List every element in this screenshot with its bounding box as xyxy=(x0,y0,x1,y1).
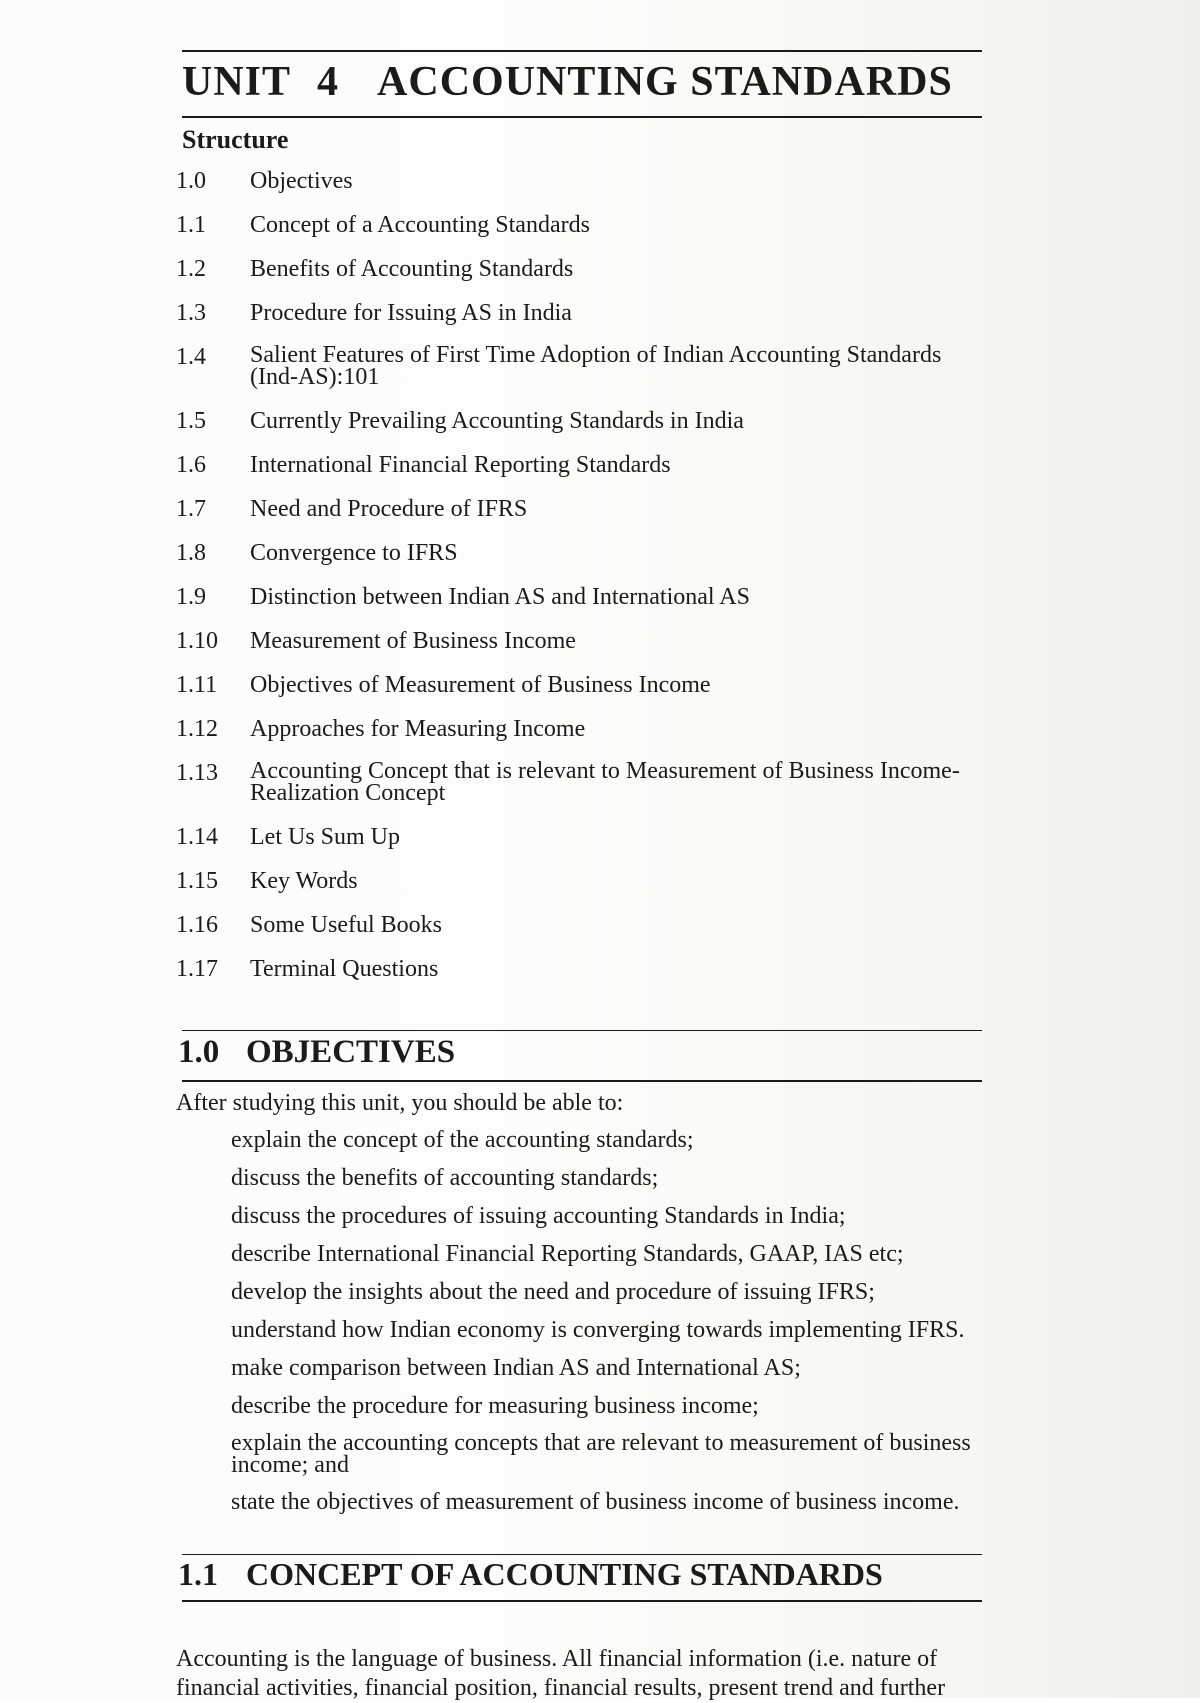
structure-heading: Structure xyxy=(182,125,289,154)
toc-text: Concept of a Accounting Standards xyxy=(250,212,590,238)
toc-text: Measurement of Business Income xyxy=(250,628,576,654)
toc-text: Accounting Concept that is relevant to Measurement of Business Income-Realization Concept xyxy=(250,758,960,806)
top-rule xyxy=(182,50,982,52)
toc-text: Convergence to IFRS xyxy=(250,540,458,566)
objective-item: describe International Financial Reporting Standards, GAAP, IAS etc; xyxy=(231,1241,904,1267)
toc-text: Currently Prevailing Accounting Standards in India xyxy=(250,408,744,434)
toc-text: Key Words xyxy=(250,868,358,894)
toc-number: 1.4 xyxy=(176,344,206,370)
toc-text: International Financial Reporting Standards xyxy=(250,452,671,478)
toc-number: 1.9 xyxy=(176,584,206,610)
objectives-intro: After studying this unit, you should be able to: xyxy=(176,1090,624,1116)
objectives-heading-number: 1.0 xyxy=(178,1034,220,1070)
toc-number: 1.7 xyxy=(176,496,206,522)
objectives-heading xyxy=(178,1034,455,1071)
concept-bottom-rule xyxy=(182,1600,982,1602)
concept-paragraph xyxy=(176,1645,986,1703)
toc-number: 1.16 xyxy=(176,912,218,938)
toc-text: Approaches for Measuring Income xyxy=(250,716,586,742)
concept-paragraph-line: Accounting is the language of business. All financial information (i.e. nature of xyxy=(176,1646,938,1672)
toc-number: 1.1 xyxy=(176,212,206,238)
toc-number: 1.8 xyxy=(176,540,206,566)
unit-label: UNIT xyxy=(182,59,292,105)
toc-number: 1.5 xyxy=(176,408,206,434)
concept-heading xyxy=(178,1556,883,1593)
toc-number: 1.0 xyxy=(176,168,206,194)
toc-text: Benefits of Accounting Standards xyxy=(250,256,574,282)
concept-heading-number: 1.1 xyxy=(178,1556,218,1592)
objective-item: state the objectives of measurement of business income of business income. xyxy=(231,1489,960,1515)
toc-text: Salient Features of First Time Adoption of Indian Accounting Standards (Ind-AS):101 xyxy=(250,342,942,390)
objectives-heading-title: OBJECTIVES xyxy=(246,1034,456,1070)
unit-name: ACCOUNTING STANDARDS xyxy=(377,59,953,105)
objectives-top-rule xyxy=(182,1030,982,1031)
toc-number: 1.11 xyxy=(176,672,218,698)
toc-number: 1.12 xyxy=(176,716,218,742)
objective-item: explain the concept of the accounting standards; xyxy=(231,1127,694,1153)
toc-text: Terminal Questions xyxy=(250,956,439,982)
toc-number: 1.15 xyxy=(176,868,218,894)
objective-item: describe the procedure for measuring business income; xyxy=(231,1393,759,1419)
unit-title xyxy=(182,58,982,106)
objective-item: explain the accounting concepts that are relevant to measurement of business income; and xyxy=(231,1430,971,1478)
objective-item: develop the insights about the need and procedure of issuing IFRS; xyxy=(231,1279,875,1305)
toc-text: Objectives xyxy=(250,168,353,194)
objective-item: understand how Indian economy is converging towards implementing IFRS. xyxy=(231,1317,965,1343)
toc-number: 1.10 xyxy=(176,628,218,654)
toc-text: Let Us Sum Up xyxy=(250,824,400,850)
concept-heading-title: CONCEPT OF ACCOUNTING STANDARDS xyxy=(246,1556,883,1592)
objectives-bottom-rule xyxy=(182,1080,982,1082)
toc-number: 1.3 xyxy=(176,300,206,326)
toc-number: 1.6 xyxy=(176,452,206,478)
toc-number: 1.17 xyxy=(176,956,218,982)
toc-text: Objectives of Measurement of Business Income xyxy=(250,672,711,698)
concept-paragraph-line: financial activities, financial position, financial results, present trend and further xyxy=(176,1675,946,1701)
toc-number: 1.2 xyxy=(176,256,206,282)
toc-text: Distinction between Indian AS and International AS xyxy=(250,584,750,610)
toc-number: 1.13 xyxy=(176,760,218,786)
toc-text: Need and Procedure of IFRS xyxy=(250,496,528,522)
toc-number: 1.14 xyxy=(176,824,218,850)
concept-top-rule xyxy=(182,1554,982,1555)
objective-item: discuss the procedures of issuing accounting Standards in India; xyxy=(231,1203,846,1229)
unit-number: 4 xyxy=(317,59,340,105)
objective-item: make comparison between Indian AS and International AS; xyxy=(231,1355,801,1381)
objective-item: discuss the benefits of accounting standards; xyxy=(231,1165,659,1191)
toc-text: Procedure for Issuing AS in India xyxy=(250,300,572,326)
toc-text: Some Useful Books xyxy=(250,912,442,938)
title-rule xyxy=(182,116,982,118)
